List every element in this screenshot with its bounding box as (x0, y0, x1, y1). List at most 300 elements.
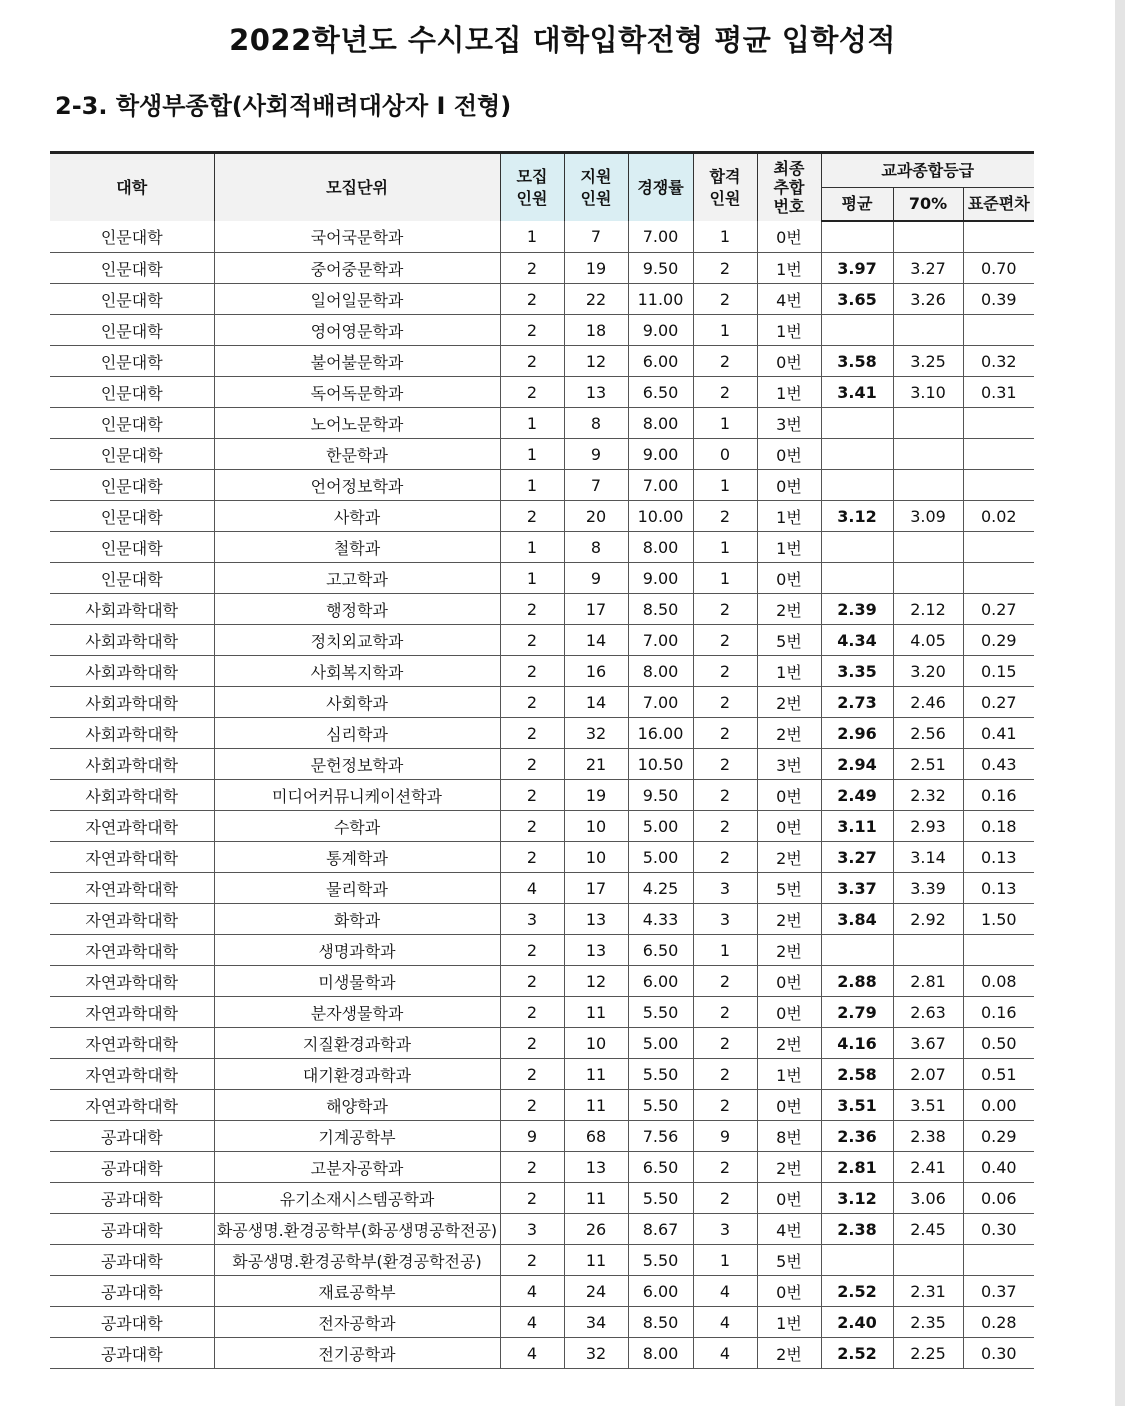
cell-accepted: 1 (693, 1245, 757, 1276)
cell-p70 (893, 935, 963, 966)
cell-avg: 2.94 (821, 749, 893, 780)
cell-quota: 4 (500, 1276, 564, 1307)
cell-accepted: 2 (693, 625, 757, 656)
cell-waitlist: 2번 (757, 594, 821, 625)
cell-quota: 1 (500, 532, 564, 563)
table-row (50, 1183, 1034, 1214)
table-row (50, 687, 1034, 718)
cell-college: 자연과학대학 (50, 811, 214, 842)
cell-avg: 4.34 (821, 625, 893, 656)
cell-waitlist: 0번 (757, 1276, 821, 1307)
page-edge (1115, 0, 1125, 1406)
cell-avg: 2.40 (821, 1307, 893, 1338)
cell-unit: 생명과학과 (214, 935, 500, 966)
table-body (50, 221, 1034, 1369)
table-row (50, 873, 1034, 904)
cell-sd: 0.30 (963, 1338, 1034, 1369)
cell-sd: 0.16 (963, 780, 1034, 811)
cell-avg: 2.36 (821, 1121, 893, 1152)
cell-applicants: 9 (564, 439, 628, 470)
header-avg: 평균 (821, 188, 893, 222)
cell-avg (821, 470, 893, 501)
cell-unit: 화공생명.환경공학부(환경공학전공) (214, 1245, 500, 1276)
cell-accepted: 2 (693, 687, 757, 718)
cell-sd: 0.29 (963, 1121, 1034, 1152)
cell-college: 인문대학 (50, 346, 214, 377)
table-row (50, 1307, 1034, 1338)
cell-accepted: 1 (693, 563, 757, 594)
cell-avg: 2.79 (821, 997, 893, 1028)
cell-avg: 3.84 (821, 904, 893, 935)
cell-college: 자연과학대학 (50, 1059, 214, 1090)
cell-accepted: 1 (693, 315, 757, 346)
cell-college: 자연과학대학 (50, 966, 214, 997)
cell-accepted: 1 (693, 532, 757, 563)
cell-ratio: 10.00 (628, 501, 693, 532)
cell-accepted: 2 (693, 1090, 757, 1121)
cell-ratio: 8.00 (628, 532, 693, 563)
cell-p70 (893, 439, 963, 470)
cell-p70: 3.14 (893, 842, 963, 873)
cell-applicants: 17 (564, 594, 628, 625)
cell-quota: 3 (500, 1214, 564, 1245)
cell-quota: 2 (500, 842, 564, 873)
table-row (50, 563, 1034, 594)
cell-waitlist: 1번 (757, 656, 821, 687)
cell-quota: 2 (500, 253, 564, 284)
cell-avg (821, 315, 893, 346)
cell-applicants: 8 (564, 408, 628, 439)
cell-waitlist: 0번 (757, 439, 821, 470)
cell-sd: 0.13 (963, 842, 1034, 873)
cell-p70: 3.10 (893, 377, 963, 408)
cell-applicants: 34 (564, 1307, 628, 1338)
cell-waitlist: 1번 (757, 253, 821, 284)
cell-sd: 0.40 (963, 1152, 1034, 1183)
cell-quota: 2 (500, 749, 564, 780)
cell-avg: 3.12 (821, 501, 893, 532)
cell-accepted: 1 (693, 221, 757, 253)
cell-quota: 4 (500, 1338, 564, 1369)
cell-applicants: 32 (564, 718, 628, 749)
cell-avg: 3.11 (821, 811, 893, 842)
cell-accepted: 2 (693, 811, 757, 842)
cell-waitlist: 2번 (757, 1338, 821, 1369)
header-college: 대학 (50, 153, 214, 222)
cell-accepted: 2 (693, 1059, 757, 1090)
cell-college: 사회과학대학 (50, 718, 214, 749)
cell-p70: 2.63 (893, 997, 963, 1028)
cell-quota: 2 (500, 1183, 564, 1214)
cell-avg: 3.51 (821, 1090, 893, 1121)
cell-p70: 2.31 (893, 1276, 963, 1307)
cell-waitlist: 0번 (757, 966, 821, 997)
cell-accepted: 0 (693, 439, 757, 470)
cell-ratio: 6.00 (628, 346, 693, 377)
cell-ratio: 9.50 (628, 780, 693, 811)
table-row (50, 1338, 1034, 1369)
cell-waitlist: 0번 (757, 997, 821, 1028)
cell-sd: 0.51 (963, 1059, 1034, 1090)
cell-ratio: 7.00 (628, 625, 693, 656)
table-row (50, 284, 1034, 315)
cell-unit: 물리학과 (214, 873, 500, 904)
cell-sd: 0.39 (963, 284, 1034, 315)
cell-applicants: 11 (564, 1090, 628, 1121)
cell-quota: 2 (500, 377, 564, 408)
cell-unit: 유기소재시스템공학과 (214, 1183, 500, 1214)
cell-ratio: 10.50 (628, 749, 693, 780)
cell-applicants: 20 (564, 501, 628, 532)
cell-avg: 2.52 (821, 1276, 893, 1307)
cell-unit: 사회복지학과 (214, 656, 500, 687)
cell-applicants: 8 (564, 532, 628, 563)
cell-college: 사회과학대학 (50, 749, 214, 780)
cell-quota: 1 (500, 439, 564, 470)
cell-sd: 0.13 (963, 873, 1034, 904)
cell-applicants: 13 (564, 904, 628, 935)
header-ratio: 경쟁률 (628, 153, 693, 222)
cell-unit: 분자생물학과 (214, 997, 500, 1028)
cell-avg: 4.16 (821, 1028, 893, 1059)
cell-college: 공과대학 (50, 1214, 214, 1245)
cell-unit: 철학과 (214, 532, 500, 563)
cell-quota: 2 (500, 687, 564, 718)
cell-sd (963, 470, 1034, 501)
table-row (50, 625, 1034, 656)
cell-waitlist: 4번 (757, 1214, 821, 1245)
cell-waitlist: 0번 (757, 346, 821, 377)
table-row (50, 439, 1034, 470)
cell-unit: 미생물학과 (214, 966, 500, 997)
cell-sd (963, 563, 1034, 594)
cell-p70: 3.26 (893, 284, 963, 315)
cell-college: 인문대학 (50, 563, 214, 594)
table-row (50, 315, 1034, 346)
cell-applicants: 12 (564, 966, 628, 997)
cell-waitlist: 0번 (757, 221, 821, 253)
cell-quota: 2 (500, 346, 564, 377)
cell-applicants: 19 (564, 253, 628, 284)
cell-college: 공과대학 (50, 1276, 214, 1307)
cell-avg: 3.12 (821, 1183, 893, 1214)
cell-p70: 3.25 (893, 346, 963, 377)
cell-quota: 2 (500, 1059, 564, 1090)
cell-ratio: 9.00 (628, 563, 693, 594)
cell-waitlist: 0번 (757, 780, 821, 811)
cell-avg (821, 408, 893, 439)
table-row (50, 1214, 1034, 1245)
cell-waitlist: 2번 (757, 718, 821, 749)
cell-ratio: 8.50 (628, 1307, 693, 1338)
cell-p70 (893, 408, 963, 439)
cell-quota: 9 (500, 1121, 564, 1152)
cell-p70: 2.46 (893, 687, 963, 718)
cell-quota: 1 (500, 563, 564, 594)
cell-waitlist: 2번 (757, 842, 821, 873)
cell-waitlist: 0번 (757, 563, 821, 594)
cell-unit: 영어영문학과 (214, 315, 500, 346)
cell-accepted: 2 (693, 749, 757, 780)
cell-ratio: 9.00 (628, 439, 693, 470)
cell-applicants: 13 (564, 1152, 628, 1183)
cell-applicants: 16 (564, 656, 628, 687)
cell-applicants: 24 (564, 1276, 628, 1307)
cell-waitlist: 1번 (757, 1059, 821, 1090)
cell-quota: 4 (500, 873, 564, 904)
cell-quota: 2 (500, 1090, 564, 1121)
cell-quota: 2 (500, 1028, 564, 1059)
header-applicants: 지원 인원 (564, 153, 628, 222)
cell-p70: 2.12 (893, 594, 963, 625)
table-row (50, 1090, 1034, 1121)
cell-avg: 3.97 (821, 253, 893, 284)
cell-ratio: 7.00 (628, 687, 693, 718)
cell-avg: 3.37 (821, 873, 893, 904)
table-row (50, 811, 1034, 842)
cell-college: 공과대학 (50, 1152, 214, 1183)
table-row (50, 1276, 1034, 1307)
cell-applicants: 11 (564, 1059, 628, 1090)
cell-unit: 화공생명.환경공학부(화공생명공학전공) (214, 1214, 500, 1245)
cell-avg: 3.27 (821, 842, 893, 873)
cell-sd (963, 1245, 1034, 1276)
cell-p70 (893, 563, 963, 594)
cell-ratio: 9.50 (628, 253, 693, 284)
cell-unit: 심리학과 (214, 718, 500, 749)
cell-accepted: 2 (693, 842, 757, 873)
cell-college: 공과대학 (50, 1121, 214, 1152)
cell-accepted: 3 (693, 1214, 757, 1245)
cell-accepted: 2 (693, 346, 757, 377)
cell-avg: 2.96 (821, 718, 893, 749)
cell-unit: 고고학과 (214, 563, 500, 594)
cell-ratio: 5.00 (628, 842, 693, 873)
table-row (50, 1028, 1034, 1059)
cell-quota: 2 (500, 284, 564, 315)
cell-applicants: 9 (564, 563, 628, 594)
cell-accepted: 2 (693, 501, 757, 532)
cell-college: 자연과학대학 (50, 1090, 214, 1121)
table-row (50, 656, 1034, 687)
cell-unit: 대기환경과학과 (214, 1059, 500, 1090)
cell-accepted: 1 (693, 470, 757, 501)
cell-accepted: 1 (693, 408, 757, 439)
cell-ratio: 8.00 (628, 408, 693, 439)
cell-p70 (893, 1245, 963, 1276)
cell-unit: 사학과 (214, 501, 500, 532)
cell-accepted: 2 (693, 1028, 757, 1059)
cell-p70: 3.06 (893, 1183, 963, 1214)
cell-college: 사회과학대학 (50, 656, 214, 687)
cell-quota: 2 (500, 935, 564, 966)
cell-accepted: 2 (693, 780, 757, 811)
cell-unit: 화학과 (214, 904, 500, 935)
cell-p70: 3.09 (893, 501, 963, 532)
cell-waitlist: 5번 (757, 873, 821, 904)
cell-avg: 2.73 (821, 687, 893, 718)
cell-applicants: 18 (564, 315, 628, 346)
table-row (50, 997, 1034, 1028)
header-quota: 모집 인원 (500, 153, 564, 222)
cell-sd: 0.15 (963, 656, 1034, 687)
cell-applicants: 7 (564, 470, 628, 501)
cell-p70: 3.20 (893, 656, 963, 687)
cell-ratio: 5.50 (628, 1183, 693, 1214)
cell-quota: 2 (500, 315, 564, 346)
cell-avg: 2.39 (821, 594, 893, 625)
cell-avg (821, 532, 893, 563)
cell-applicants: 68 (564, 1121, 628, 1152)
cell-sd: 0.06 (963, 1183, 1034, 1214)
cell-accepted: 2 (693, 1152, 757, 1183)
cell-ratio: 4.25 (628, 873, 693, 904)
cell-college: 자연과학대학 (50, 935, 214, 966)
cell-avg (821, 563, 893, 594)
cell-waitlist: 2번 (757, 1028, 821, 1059)
header-waitlist: 최종 추합 번호 (757, 153, 821, 222)
cell-avg (821, 1245, 893, 1276)
cell-college: 인문대학 (50, 408, 214, 439)
cell-p70: 2.93 (893, 811, 963, 842)
page-title: 2022학년도 수시모집 대학입학전형 평균 입학성적 (229, 23, 896, 57)
cell-accepted: 9 (693, 1121, 757, 1152)
cell-college: 자연과학대학 (50, 873, 214, 904)
cell-quota: 2 (500, 656, 564, 687)
admission-results-table (50, 151, 1034, 1369)
cell-ratio: 6.00 (628, 1276, 693, 1307)
cell-quota: 2 (500, 718, 564, 749)
cell-p70: 2.35 (893, 1307, 963, 1338)
cell-sd: 0.18 (963, 811, 1034, 842)
cell-unit: 정치외교학과 (214, 625, 500, 656)
cell-ratio: 8.50 (628, 594, 693, 625)
cell-sd: 0.37 (963, 1276, 1034, 1307)
cell-avg (821, 935, 893, 966)
cell-sd: 0.41 (963, 718, 1034, 749)
cell-college: 공과대학 (50, 1183, 214, 1214)
cell-waitlist: 0번 (757, 811, 821, 842)
cell-sd: 0.16 (963, 997, 1034, 1028)
cell-ratio: 16.00 (628, 718, 693, 749)
cell-sd: 0.30 (963, 1214, 1034, 1245)
cell-college: 공과대학 (50, 1245, 214, 1276)
cell-accepted: 2 (693, 377, 757, 408)
cell-college: 인문대학 (50, 284, 214, 315)
cell-applicants: 11 (564, 1245, 628, 1276)
cell-unit: 재료공학부 (214, 1276, 500, 1307)
cell-unit: 기계공학부 (214, 1121, 500, 1152)
cell-unit: 한문학과 (214, 439, 500, 470)
cell-applicants: 10 (564, 1028, 628, 1059)
table-row (50, 904, 1034, 935)
cell-p70 (893, 315, 963, 346)
cell-p70 (893, 470, 963, 501)
cell-sd: 0.27 (963, 687, 1034, 718)
header-sd: 표준편차 (963, 188, 1034, 222)
cell-accepted: 1 (693, 935, 757, 966)
cell-p70: 2.45 (893, 1214, 963, 1245)
cell-avg: 3.65 (821, 284, 893, 315)
table-row (50, 780, 1034, 811)
cell-ratio: 6.00 (628, 966, 693, 997)
cell-unit: 국어국문학과 (214, 221, 500, 253)
cell-quota: 2 (500, 780, 564, 811)
cell-p70: 2.07 (893, 1059, 963, 1090)
cell-p70: 2.38 (893, 1121, 963, 1152)
cell-sd (963, 439, 1034, 470)
cell-quota: 1 (500, 470, 564, 501)
table-row (50, 253, 1034, 284)
cell-accepted: 4 (693, 1307, 757, 1338)
cell-ratio: 8.67 (628, 1214, 693, 1245)
cell-quota: 2 (500, 966, 564, 997)
cell-waitlist: 5번 (757, 625, 821, 656)
cell-p70 (893, 532, 963, 563)
cell-quota: 1 (500, 221, 564, 253)
cell-avg (821, 439, 893, 470)
cell-p70: 3.67 (893, 1028, 963, 1059)
cell-accepted: 2 (693, 284, 757, 315)
cell-waitlist: 8번 (757, 1121, 821, 1152)
cell-accepted: 3 (693, 904, 757, 935)
cell-sd: 1.50 (963, 904, 1034, 935)
cell-avg: 2.38 (821, 1214, 893, 1245)
cell-sd (963, 408, 1034, 439)
cell-p70: 3.27 (893, 253, 963, 284)
table-row (50, 718, 1034, 749)
cell-unit: 문헌정보학과 (214, 749, 500, 780)
table-row (50, 842, 1034, 873)
cell-college: 인문대학 (50, 377, 214, 408)
cell-waitlist: 1번 (757, 532, 821, 563)
cell-accepted: 2 (693, 594, 757, 625)
cell-applicants: 26 (564, 1214, 628, 1245)
cell-college: 사회과학대학 (50, 625, 214, 656)
cell-unit: 노어노문학과 (214, 408, 500, 439)
cell-ratio: 5.50 (628, 1090, 693, 1121)
cell-quota: 4 (500, 1307, 564, 1338)
cell-waitlist: 0번 (757, 1090, 821, 1121)
cell-ratio: 7.00 (628, 470, 693, 501)
cell-p70: 2.25 (893, 1338, 963, 1369)
cell-sd: 0.29 (963, 625, 1034, 656)
cell-waitlist: 1번 (757, 377, 821, 408)
cell-accepted: 3 (693, 873, 757, 904)
cell-ratio: 11.00 (628, 284, 693, 315)
cell-accepted: 2 (693, 1183, 757, 1214)
cell-ratio: 6.50 (628, 935, 693, 966)
cell-ratio: 6.50 (628, 1152, 693, 1183)
cell-p70: 3.51 (893, 1090, 963, 1121)
cell-waitlist: 4번 (757, 284, 821, 315)
cell-college: 자연과학대학 (50, 904, 214, 935)
cell-p70: 4.05 (893, 625, 963, 656)
cell-unit: 고분자공학과 (214, 1152, 500, 1183)
cell-applicants: 12 (564, 346, 628, 377)
cell-waitlist: 0번 (757, 470, 821, 501)
cell-waitlist: 3번 (757, 749, 821, 780)
cell-waitlist: 2번 (757, 904, 821, 935)
table-row (50, 377, 1034, 408)
table-header (50, 153, 1034, 222)
cell-college: 공과대학 (50, 1307, 214, 1338)
table-row (50, 221, 1034, 253)
cell-ratio: 4.33 (628, 904, 693, 935)
cell-ratio: 5.50 (628, 997, 693, 1028)
cell-accepted: 2 (693, 656, 757, 687)
cell-p70: 2.41 (893, 1152, 963, 1183)
